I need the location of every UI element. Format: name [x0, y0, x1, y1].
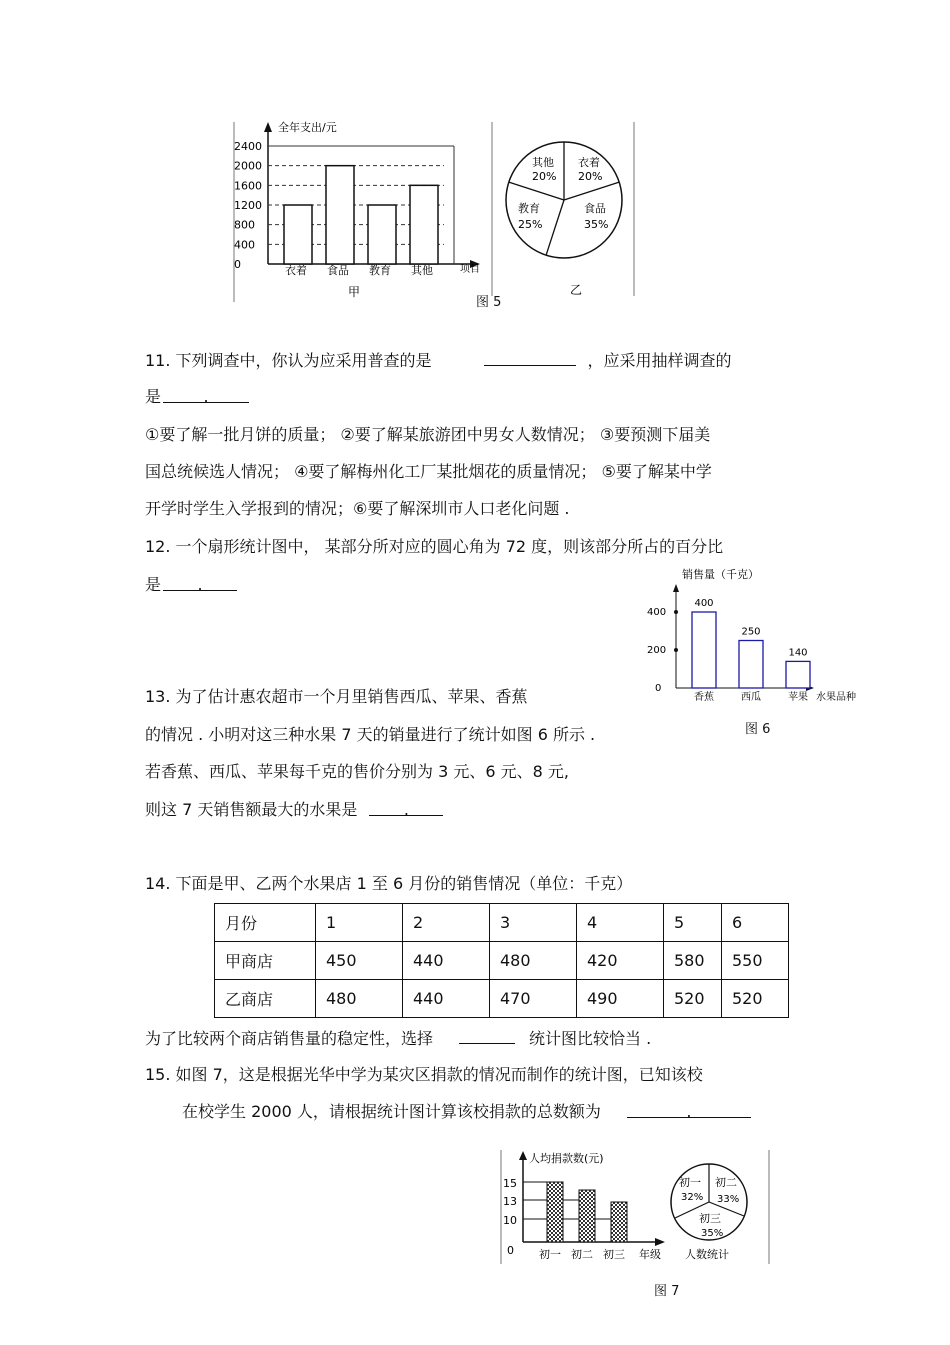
- sales-table: [214, 903, 789, 1018]
- fig5-pie-divider: [546, 200, 564, 255]
- table-cell: 550: [722, 942, 789, 980]
- table-cell: 580: [664, 942, 722, 980]
- q11-line1: [145, 349, 732, 372]
- fig7-bar: [611, 1202, 627, 1242]
- fig5-xlabel: 项目: [460, 264, 480, 275]
- q13-line1: 13. 为了估计惠农超市一个月里销售西瓜、苹果、香蕉: [145, 687, 528, 706]
- fig6-xlabel: 水果品种: [816, 692, 856, 703]
- fig5-pie-label-clothing: 衣着: [578, 156, 600, 169]
- fig7-ytick-13: 13: [503, 1195, 517, 1208]
- figure-6-caption: 图 6: [745, 722, 771, 737]
- fig7-ylabel: 人均捐款数(元): [529, 1152, 604, 1165]
- figure-5-pie-chart: [490, 120, 636, 304]
- q13-text-4a: 则这 7 天销售额最大的水果是: [145, 800, 358, 819]
- fig5-ytick: 400: [234, 238, 255, 252]
- figure-5-bar-chart: [232, 118, 494, 304]
- figure-6-bar-chart: [640, 562, 862, 710]
- q11-line2: [145, 386, 249, 408]
- q15-blank[interactable]: [627, 1101, 751, 1121]
- fig5-pie-label-food: 食品: [584, 202, 606, 215]
- figure-7-chart: [499, 1148, 773, 1266]
- fig7-pie-label-grade2: 初二: [715, 1176, 737, 1189]
- fig5-sub-caption-jia: 甲: [348, 285, 361, 299]
- table-cell: 480: [490, 942, 577, 980]
- fig6-bar: [739, 641, 763, 689]
- q11-line3: ①要了解一批月饼的质量； ②要了解某旅游团中男女人数情况； ③要预测下届美: [145, 425, 711, 444]
- fig5-bar: [284, 205, 312, 264]
- q11-text-1a: 11. 下列调查中，你认为应采用普查的是: [145, 351, 432, 370]
- fig6-xtick: 香蕉: [694, 692, 714, 703]
- fig5-ytick: 1200: [234, 199, 262, 212]
- fig7-pie-label-grade1: 初一: [679, 1176, 701, 1189]
- figure-7-caption: 图 7: [654, 1284, 680, 1299]
- fig5-xtick: 教育: [369, 264, 391, 277]
- table-header-cell: 4: [577, 904, 664, 942]
- table-cell: 490: [577, 980, 664, 1018]
- table-row: [215, 980, 789, 1018]
- q13-line4: [145, 799, 443, 821]
- fig6-ytick-400: 400: [647, 607, 667, 618]
- fig7-pie-pct-grade3: 35%: [701, 1228, 724, 1239]
- table-cell: 440: [403, 942, 490, 980]
- fig5-bar: [368, 205, 396, 264]
- table-cell: 520: [664, 980, 722, 1018]
- q15-text-2a: 在校学生 2000 人，请根据统计图计算该校捐款的总数额为: [182, 1102, 601, 1121]
- fig7-pie-label-grade3: 初三: [699, 1212, 721, 1225]
- fig6-data-label: 400: [694, 598, 714, 609]
- table-header-cell: 2: [403, 904, 490, 942]
- q11-blank-census[interactable]: [484, 349, 576, 366]
- q11-line5: 开学时学生入学报到的情况；⑥要了解深圳市人口老化问题 .: [145, 499, 570, 518]
- fig5-ytick: 0: [234, 258, 241, 271]
- fig7-ytick-10: 10: [503, 1214, 517, 1227]
- table-header-cell: 月份: [215, 904, 316, 942]
- fig6-data-label: 250: [741, 626, 761, 638]
- fig6-bar: [786, 661, 810, 688]
- table-header-cell: 1: [316, 904, 403, 942]
- q14-text-2b: 统计图比较恰当 .: [529, 1029, 652, 1048]
- q12-period: .: [197, 575, 203, 594]
- table-header-row: [215, 904, 789, 942]
- fig5-bar: [326, 166, 354, 264]
- table-cell: 470: [490, 980, 577, 1018]
- fig6-xtick: 苹果: [788, 692, 808, 703]
- fig6-bar: [692, 612, 716, 688]
- q12-line1: 12. 一个扇形统计图中， 某部分所对应的圆心角为 72 度，则该部分所占的百分比: [145, 537, 724, 556]
- fig5-pie-pct-food: 35%: [584, 218, 609, 231]
- fig5-pie-pct-clothing: 20%: [578, 170, 603, 183]
- q15-period: .: [686, 1102, 692, 1121]
- fig7-pie-pct-grade2: 33%: [717, 1194, 740, 1205]
- fig6-ytick-200: 200: [647, 645, 667, 656]
- table-cell: 甲商店: [215, 942, 316, 980]
- fig5-xtick: 其他: [411, 264, 433, 277]
- q14-line1: 14. 下面是甲、乙两个水果店 1 至 6 月份的销售情况（单位：千克）: [145, 874, 633, 893]
- q12-blank[interactable]: [163, 574, 237, 594]
- fig5-ytick: 1600: [234, 179, 262, 193]
- fig5-ylabel: 全年支出/元: [278, 121, 337, 134]
- q15-line2: [182, 1101, 751, 1123]
- table-cell: 450: [316, 942, 403, 980]
- fig7-xtick: 初一: [539, 1248, 561, 1261]
- table-cell: 520: [722, 980, 789, 1018]
- q11-blank-sample[interactable]: [163, 386, 249, 406]
- q11-text-1b: ，应采用抽样调查的: [587, 351, 732, 370]
- fig5-xtick: 衣着: [285, 264, 307, 277]
- q14-blank[interactable]: [459, 1027, 515, 1044]
- fig5-pie-divider: [564, 182, 619, 200]
- q13-line2: 的情况 . 小明对这三种水果 7 天的销量进行了统计如图 6 所示 .: [145, 725, 596, 744]
- table-header-cell: 3: [490, 904, 577, 942]
- fig6-ytick-0: 0: [655, 683, 662, 694]
- q14-text-2a: 为了比较两个商店销售量的稳定性，选择: [145, 1029, 434, 1048]
- fig7-pie-pct-grade1: 32%: [681, 1192, 704, 1203]
- fig5-bar: [410, 185, 438, 264]
- q11-text-2a: 是: [145, 387, 162, 406]
- table-cell: 乙商店: [215, 980, 316, 1018]
- table-cell: 420: [577, 942, 664, 980]
- fig7-xtick: 初三: [603, 1248, 625, 1261]
- fig6-data-label: 140: [788, 647, 808, 659]
- fig5-ytick: 800: [234, 218, 255, 232]
- figure-5-caption: 图 5: [476, 295, 502, 310]
- table-cell: 440: [403, 980, 490, 1018]
- q13-line3: 若香蕉、西瓜、苹果每千克的售价分别为 3 元、6 元、8 元,: [145, 762, 569, 781]
- fig6-ylabel: 销售量（千克）: [682, 568, 759, 581]
- q11-period: .: [203, 387, 209, 406]
- fig5-ytick: 2000: [234, 159, 262, 173]
- fig5-xtick: 食品: [327, 264, 349, 277]
- q12-text-2a: 是: [145, 575, 162, 594]
- fig5-pie-pct-education: 25%: [518, 218, 543, 231]
- fig7-ytick-0: 0: [507, 1244, 514, 1257]
- fig7-pie-title: 人数统计: [685, 1248, 729, 1261]
- fig7-bar: [547, 1182, 563, 1242]
- q13-blank[interactable]: [369, 799, 443, 819]
- fig7-ytick-15: 15: [503, 1177, 517, 1190]
- fig7-bar: [579, 1190, 595, 1242]
- table-cell: 480: [316, 980, 403, 1018]
- q15-line1: 15. 如图 7，这是根据光华中学为某灾区捐款的情况而制作的统计图，已知该校: [145, 1065, 703, 1084]
- fig5-pie-label-other: 其他: [532, 156, 554, 169]
- fig7-xtick: 初二: [571, 1248, 593, 1261]
- q14-line2: [145, 1027, 651, 1050]
- q12-line2: [145, 574, 237, 596]
- fig5-sub-caption-yi: 乙: [570, 283, 583, 297]
- table-header-cell: 5: [664, 904, 722, 942]
- fig6-xtick: 西瓜: [741, 692, 761, 703]
- q13-period: .: [403, 800, 409, 819]
- table-row: [215, 942, 789, 980]
- q11-line4: 国总统候选人情况； ④要了解梅州化工厂某批烟花的质量情况； ⑤要了解某中学: [145, 462, 712, 481]
- fig5-ytick: 2400: [234, 140, 262, 153]
- table-header-cell: 6: [722, 904, 789, 942]
- fig5-pie-pct-other: 20%: [532, 170, 557, 183]
- fig5-pie-divider: [509, 182, 564, 200]
- fig7-xlabel: 年级: [639, 1248, 661, 1261]
- fig5-pie-label-education: 教育: [518, 202, 540, 215]
